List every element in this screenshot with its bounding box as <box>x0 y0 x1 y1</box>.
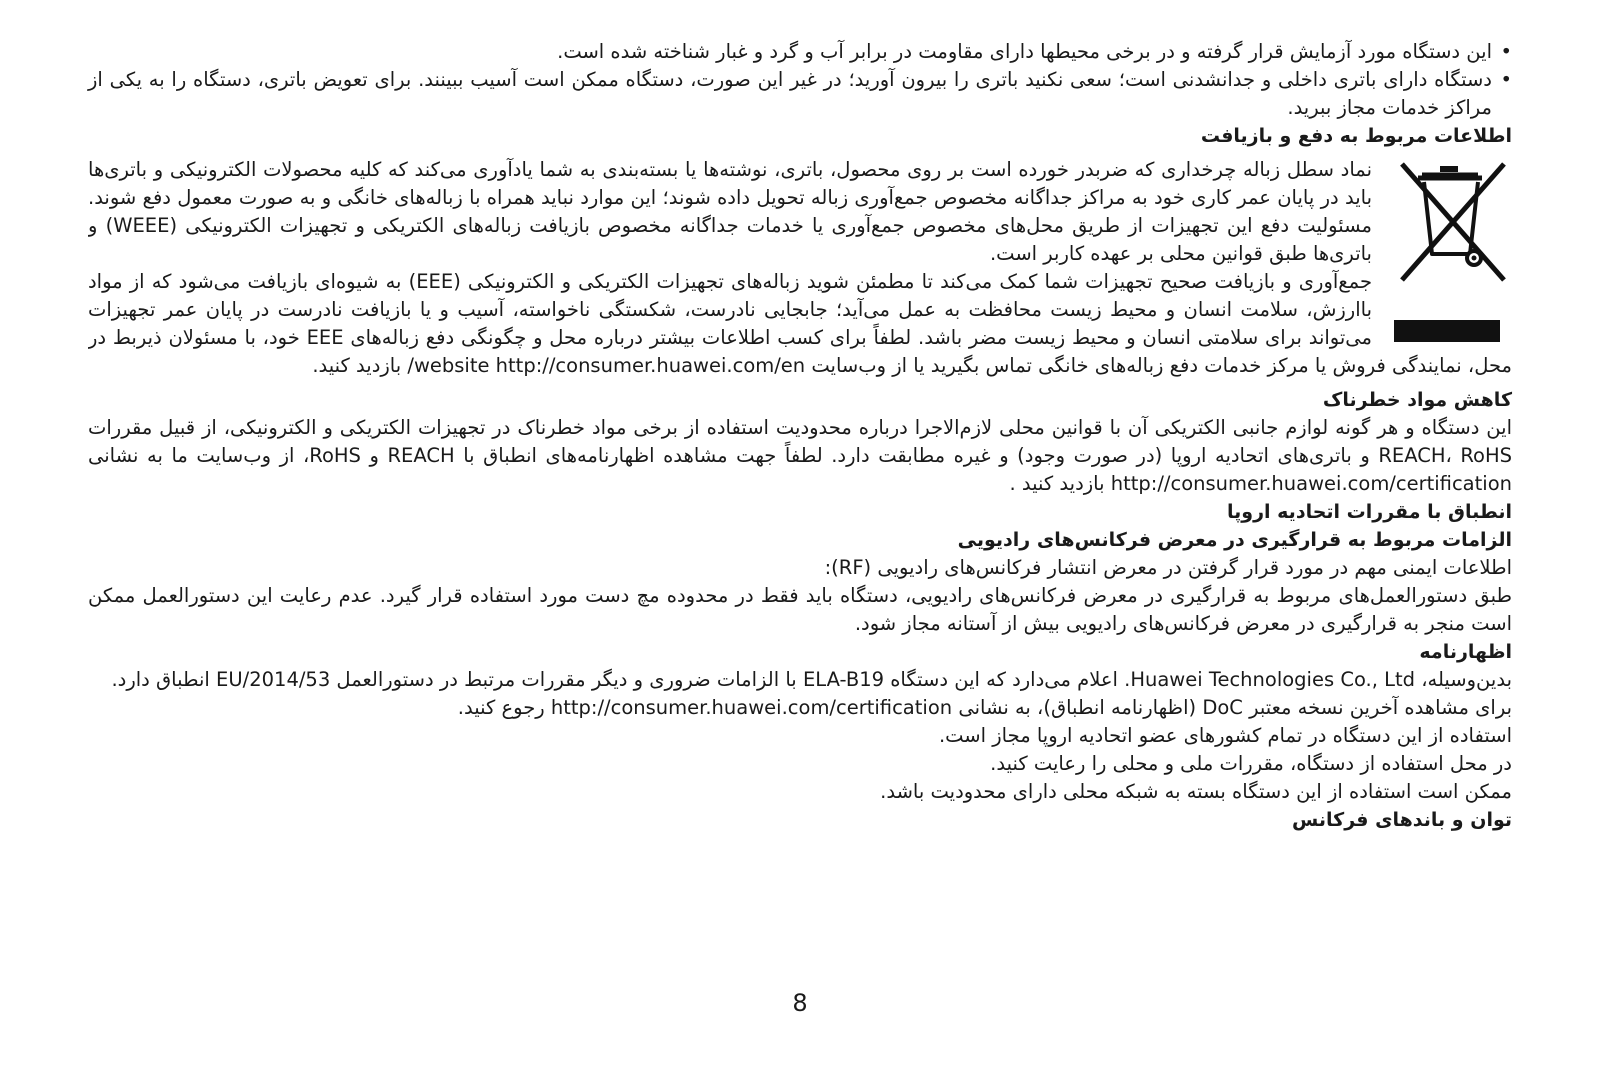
bullet-list <box>88 38 1512 122</box>
disposal-paragraph-1: نماد سطل زباله چرخداری که ضربدر خورده است بر روی محصول، باتری، نوشته‌ها یا بسته‌بندی به شما یادآوری می‌کند که کلیه محصولات الکترونیکی و باتری‌ها باید در پایان عمر کاری خود به مراکز جداگانه مخصوص جمع‌آوری زباله تحویل داده شوند؛ این موارد نباید همراه با زباله‌های خانگی و به صورت معمول دفع شوند. مسئولیت دفع این تجهیزات از طریق محل‌های مخصوص جمع‌آوری یا خدمات جداگانه مخصوص بازیافت زباله‌های الکتریکی و تجهیزات الکترونیکی (WEEE) و باتری‌ها طبق قوانین محلی بر عهده کاربر است. <box>88 158 1372 265</box>
rf-exposure-heading: الزامات مربوط به قرارگیری در معرض فرکانس‌های رادیویی <box>957 529 1512 551</box>
power-frequency-heading: توان و باندهای فرکانس <box>1292 809 1512 831</box>
bullet-water-resistance: • این دستگاه مورد آزمایش قرار گرفته و در برخی محیطها دارای مقاومت در برابر آب و گرد و غبار شناخته شده است. <box>88 38 1492 66</box>
document-page <box>88 38 1512 834</box>
declaration-line-doc: برای مشاهده آخرین نسخه معتبر DoC (اظهارنامه انطباق)، به نشانی http://consumer.huawei.com/certification رجوع کنید. <box>457 696 1512 719</box>
rf-paragraph: طبق دستورالعمل‌های مربوط به قرارگیری در معرض فرکانس‌های رادیویی، دستگاه باید فقط در محدوده مچ دست مورد استفاده قرار گیرد. عدم رعایت این دستورالعمل ممکن است منجر به قرارگیری در معرض فرکانس‌های رادیویی بیش از آستانه مجاز شود. <box>88 584 1512 635</box>
disposal-paragraph-2: جمع‌آوری و بازیافت صحیح تجهیزات شما کمک می‌کند تا مطمئن شوید زباله‌های تجهیزات الکتریکی و الکترونیکی (EEE) به شیوه‌ای بازیافت می‌شود که از مواد باارزش، سلامت انسان و محیط زیست محافظت به عمل می‌آید؛ جابجایی نادرست، شکستگی ناخواسته، آسیب و یا بازیافت نادرست در پایان عمر تجهیزات می‌تواند برای سلامتی انسان و محیط زیست مضر باشد. لطفاً برای کسب اطلاعات بیشتر درباره محل و چگونگی دفع زباله‌های EEE خود، با مسئولان ذیربط در محل، نمایندگی فروش یا مرکز خدمات دفع زباله‌های خانگی تماس بگیرید یا از وب‌سایت website http://consumer.huawei.com/en/ بازدید کنید. <box>88 270 1512 377</box>
declaration-paragraph: بدین‌وسیله، Huawei Technologies Co., Ltd. اعلام می‌دارد که این دستگاه ELA-B19 با الزامات ضروری و دیگر مقررات مرتبط در دستورالعمل 2014/53/EU انطباق دارد. <box>111 668 1512 691</box>
weee-symbol <box>1386 158 1512 342</box>
weee-black-bar <box>1394 320 1500 342</box>
crossed-out-wheeled-bin-icon <box>1394 158 1512 286</box>
bullet-battery: • دستگاه دارای باتری داخلی و جدانشدنی است؛ سعی نکنید باتری را بیرون آورید؛ در غیر این صورت، دستگاه ممکن است آسیب ببینند. برای تعویض باتری، دستگاه را به یکی از مراکز خدمات مجاز ببرید. <box>88 66 1492 122</box>
disposal-section <box>88 156 1512 380</box>
declaration-heading: اظهارنامه <box>1419 641 1512 663</box>
hazardous-heading: کاهش مواد خطرناک <box>1322 389 1512 411</box>
disposal-heading: اطلاعات مربوط به دفع و بازیافت <box>1200 125 1512 147</box>
declaration-line-network: ممکن است استفاده از این دستگاه بسته به شبکه محلی دارای محدودیت باشد. <box>880 780 1512 803</box>
rf-intro: اطلاعات ایمنی مهم در مورد قرار گرفتن در معرض انتشار فرکانس‌های رادیویی (RF): <box>824 556 1512 579</box>
page-number: 8 <box>792 989 808 1017</box>
hazardous-paragraph: این دستگاه و هر گونه لوازم جانبی الکتریکی آن با قوانین محلی لازم‌الاجرا درباره محدودیت استفاده از برخی مواد خطرناک در تجهیزات الکتریکی و الکترونیکی، از قبیل مقررات REACH، RoHS و باتری‌های اتحادیه اروپا (در صورت وجود) و غیره مطابقت دارد. لطفاً جهت مشاهده اظهارنامه‌های انطباق با REACH و RoHS، از وب‌سایت ما به نشانی http://consumer.huawei.com/certification بازدید کنید . <box>88 416 1512 495</box>
declaration-line-local-rules: در محل استفاده از دستگاه، مقررات ملی و محلی را رعایت کنید. <box>990 752 1512 775</box>
eu-compliance-heading: انطباق با مقررات اتحادیه اروپا <box>1227 501 1512 523</box>
declaration-line-eu-use: استفاده از این دستگاه در تمام کشورهای عضو اتحادیه اروپا مجاز است. <box>938 724 1512 747</box>
